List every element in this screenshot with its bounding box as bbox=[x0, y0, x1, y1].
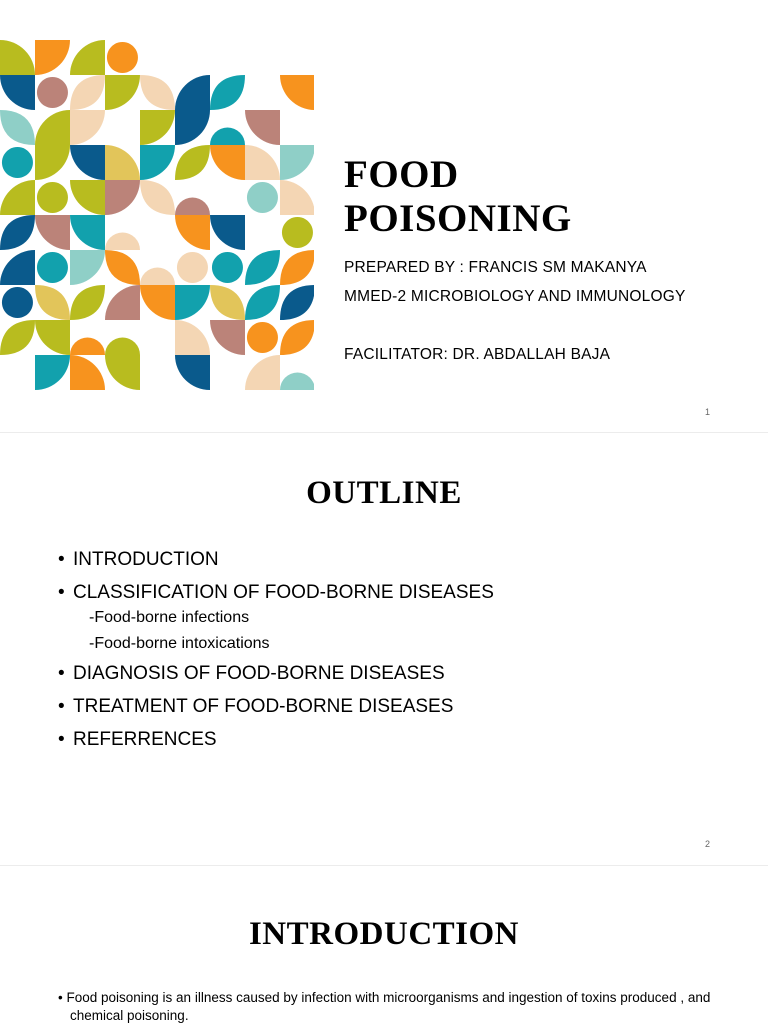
pattern-shape bbox=[280, 320, 314, 355]
pattern-shape bbox=[35, 285, 70, 320]
pattern-shape bbox=[140, 75, 175, 110]
outline-item: • INTRODUCTION bbox=[58, 548, 494, 572]
pattern-shape bbox=[105, 250, 140, 285]
pattern-shape bbox=[140, 285, 175, 320]
pattern-shape bbox=[140, 180, 175, 215]
pattern-shape bbox=[70, 180, 105, 215]
pattern-shape bbox=[210, 285, 245, 320]
pattern-shape bbox=[245, 355, 280, 390]
pattern-shape bbox=[35, 145, 70, 180]
pattern-shape bbox=[35, 110, 70, 145]
pattern-shape bbox=[37, 182, 68, 213]
pattern-shape bbox=[140, 110, 175, 145]
pattern-shape bbox=[35, 40, 70, 75]
pattern-shape bbox=[0, 40, 35, 75]
pattern-shape bbox=[70, 215, 105, 250]
pattern-shape bbox=[247, 182, 278, 213]
pattern-shape bbox=[175, 145, 210, 180]
pattern-shape bbox=[245, 250, 280, 285]
pattern-shape bbox=[175, 320, 210, 355]
pattern-shape bbox=[280, 285, 314, 320]
pattern-shape bbox=[175, 215, 210, 250]
pattern-shape bbox=[105, 285, 140, 320]
pattern-shape bbox=[107, 42, 138, 73]
pattern-shape bbox=[0, 250, 35, 285]
pattern-shape bbox=[0, 320, 35, 355]
pattern-shape bbox=[282, 217, 313, 248]
outline-item: • CLASSIFICATION OF FOOD-BORNE DISEASES bbox=[58, 581, 494, 605]
pattern-shape bbox=[2, 287, 33, 318]
pattern-shape bbox=[280, 75, 314, 110]
pattern-shape bbox=[70, 110, 105, 145]
pattern-shape bbox=[0, 75, 35, 110]
pattern-shape bbox=[140, 268, 175, 286]
slide-1-title bbox=[344, 153, 744, 241]
pattern-shape bbox=[70, 75, 105, 110]
pattern-shape bbox=[105, 75, 140, 110]
pattern-shape bbox=[245, 285, 280, 320]
slide-3 bbox=[0, 866, 768, 1026]
introduction-bullet: • Food poisoning is an illness caused by infection with microorganisms and ingestion of toxins produced , and chemical poisoning. bbox=[58, 990, 711, 1023]
pattern-shape bbox=[175, 198, 210, 216]
prepared-by-text: PREPARED BY : FRANCIS SM MAKANYA bbox=[344, 259, 647, 276]
pattern-shape bbox=[280, 373, 314, 391]
pattern-shape bbox=[35, 215, 70, 250]
title-line-1: FOOD bbox=[344, 153, 459, 196]
pattern-shape bbox=[2, 147, 33, 178]
pattern-shape bbox=[175, 285, 210, 320]
pattern-shape bbox=[70, 250, 105, 285]
page-number: 1 bbox=[704, 407, 710, 417]
outline-item: • REFERRENCES bbox=[58, 728, 494, 752]
outline-list bbox=[58, 548, 494, 761]
pattern-shape bbox=[210, 128, 245, 146]
outline-item: • DIAGNOSIS OF FOOD-BORNE DISEASES bbox=[58, 662, 494, 686]
slide-1 bbox=[0, 0, 768, 432]
pattern-shape bbox=[210, 320, 245, 355]
pattern-shape bbox=[140, 145, 175, 180]
pattern-shape bbox=[280, 145, 314, 180]
outline-subitem: -Food-borne infections bbox=[89, 609, 250, 626]
pattern-shape bbox=[35, 355, 70, 390]
pattern-shape bbox=[0, 110, 35, 145]
introduction-text: Food poisoning is an illness caused by infection with microorganisms and ingestion of toxins produced , and chemical poisoning. bbox=[66, 990, 711, 1023]
pattern-shape bbox=[37, 77, 68, 108]
page-number: 2 bbox=[704, 839, 710, 849]
pattern-shape bbox=[105, 338, 140, 356]
pattern-shape bbox=[245, 110, 280, 145]
pattern-shape bbox=[105, 233, 140, 251]
pattern-shape bbox=[212, 252, 243, 283]
pattern-shape bbox=[105, 180, 140, 215]
pattern-shape bbox=[210, 145, 245, 180]
pattern-shape bbox=[70, 145, 105, 180]
pattern-shape bbox=[210, 75, 245, 110]
pattern-shape bbox=[210, 215, 245, 250]
outline-subitem: -Food-borne intoxications bbox=[89, 635, 270, 652]
pattern-shape bbox=[105, 145, 140, 180]
pattern-shape bbox=[177, 252, 208, 283]
pattern-shape bbox=[70, 40, 105, 75]
pattern-shape bbox=[0, 180, 35, 215]
outline-item: • TREATMENT OF FOOD-BORNE DISEASES bbox=[58, 695, 494, 719]
outline-title: OUTLINE bbox=[306, 475, 462, 511]
pattern-shape bbox=[245, 145, 280, 180]
pattern-shape bbox=[105, 355, 140, 390]
program-text: MMED-2 MICROBIOLOGY AND IMMUNOLOGY bbox=[344, 288, 686, 305]
pattern-shape bbox=[37, 252, 68, 283]
pattern-shape bbox=[280, 250, 314, 285]
title-line-2: POISONING bbox=[344, 197, 572, 240]
pattern-shape bbox=[0, 215, 35, 250]
pattern-shape bbox=[175, 75, 210, 110]
pattern-shape bbox=[70, 355, 105, 390]
pattern-shape bbox=[280, 180, 314, 215]
pattern-shape bbox=[247, 322, 278, 353]
pattern-shape bbox=[175, 355, 210, 390]
pattern-shape bbox=[35, 320, 70, 355]
pattern-shape bbox=[70, 338, 105, 356]
pattern-shape bbox=[175, 110, 210, 145]
pattern-shape bbox=[70, 285, 105, 320]
geometric-pattern-art bbox=[0, 40, 314, 392]
facilitator-text: FACILITATOR: DR. ABDALLAH BAJA bbox=[344, 346, 611, 363]
introduction-title: INTRODUCTION bbox=[248, 916, 520, 952]
slide-2 bbox=[0, 433, 768, 865]
